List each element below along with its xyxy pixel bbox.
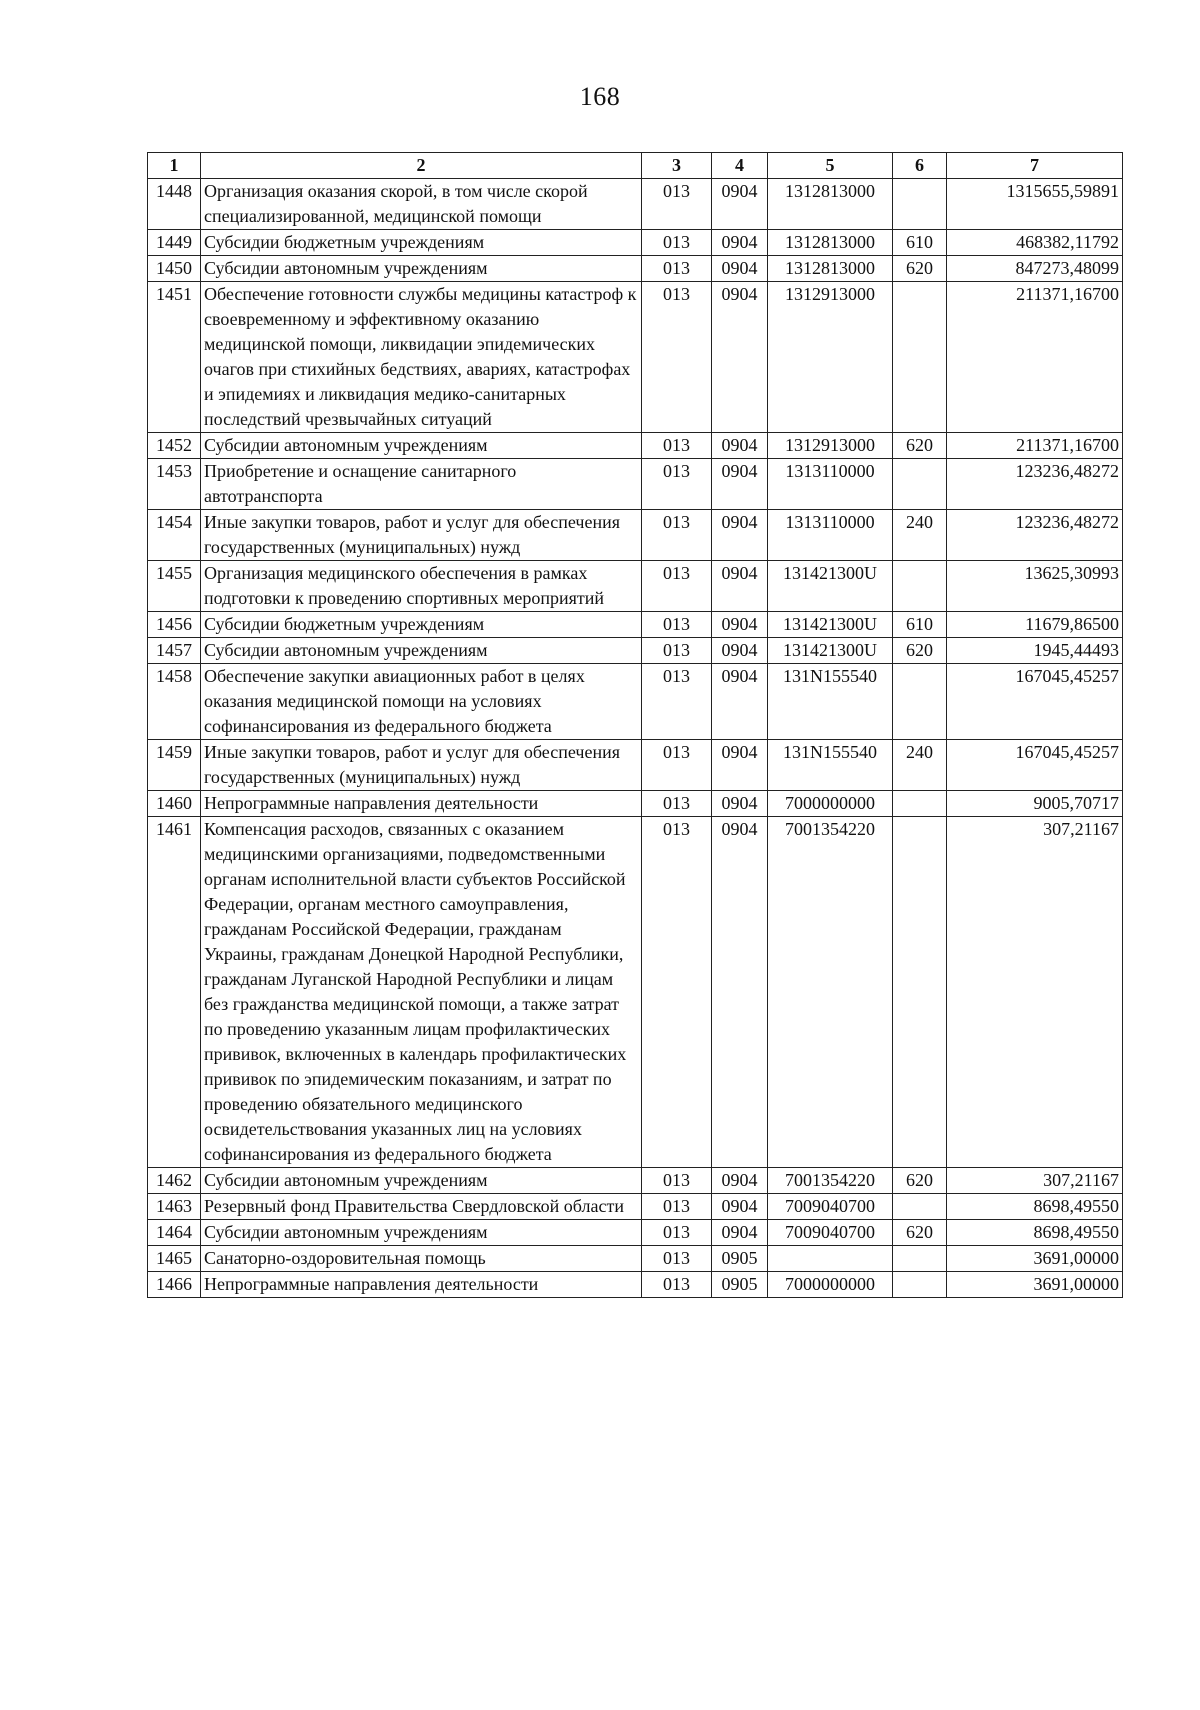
column-header: 1 bbox=[148, 153, 201, 179]
table-row bbox=[148, 256, 1123, 282]
row-name: Приобретение и оснащение санитарного автотранспорта bbox=[201, 459, 642, 510]
column-header: 4 bbox=[712, 153, 768, 179]
row-razdel: 0904 bbox=[712, 230, 768, 256]
row-number: 1464 bbox=[148, 1220, 201, 1246]
table-row bbox=[148, 282, 1123, 433]
row-razdel: 0904 bbox=[712, 1168, 768, 1194]
row-csr: 1312813000 bbox=[768, 256, 893, 282]
row-ved: 013 bbox=[642, 510, 712, 561]
table-row bbox=[148, 1272, 1123, 1298]
table-row bbox=[148, 664, 1123, 740]
row-vr: 610 bbox=[893, 612, 947, 638]
row-vr: 620 bbox=[893, 638, 947, 664]
row-number: 1459 bbox=[148, 740, 201, 791]
row-number: 1463 bbox=[148, 1194, 201, 1220]
row-number: 1449 bbox=[148, 230, 201, 256]
row-sum: 123236,48272 bbox=[947, 459, 1123, 510]
row-ved: 013 bbox=[642, 817, 712, 1168]
row-razdel: 0904 bbox=[712, 256, 768, 282]
row-ved: 013 bbox=[642, 1246, 712, 1272]
row-name: Субсидии автономным учреждениям bbox=[201, 638, 642, 664]
row-razdel: 0904 bbox=[712, 510, 768, 561]
row-name: Иные закупки товаров, работ и услуг для обеспечения государственных (муниципальных) нужд bbox=[201, 740, 642, 791]
row-ved: 013 bbox=[642, 740, 712, 791]
row-vr bbox=[893, 282, 947, 433]
row-sum: 3691,00000 bbox=[947, 1272, 1123, 1298]
row-ved: 013 bbox=[642, 561, 712, 612]
table-row bbox=[148, 561, 1123, 612]
row-sum: 13625,30993 bbox=[947, 561, 1123, 612]
column-header: 6 bbox=[893, 153, 947, 179]
row-razdel: 0904 bbox=[712, 638, 768, 664]
row-sum: 9005,70717 bbox=[947, 791, 1123, 817]
row-vr bbox=[893, 817, 947, 1168]
row-number: 1460 bbox=[148, 791, 201, 817]
table-row bbox=[148, 1246, 1123, 1272]
row-ved: 013 bbox=[642, 664, 712, 740]
table-row bbox=[148, 230, 1123, 256]
row-razdel: 0904 bbox=[712, 791, 768, 817]
page-number: 168 bbox=[579, 82, 621, 111]
row-razdel: 0904 bbox=[712, 282, 768, 433]
row-vr bbox=[893, 179, 947, 230]
row-name: Субсидии автономным учреждениям bbox=[201, 1168, 642, 1194]
row-vr bbox=[893, 561, 947, 612]
table-row bbox=[148, 612, 1123, 638]
budget-table bbox=[147, 152, 1123, 1298]
row-sum: 1315655,59891 bbox=[947, 179, 1123, 230]
row-csr: 1312913000 bbox=[768, 282, 893, 433]
row-csr: 131N155540 bbox=[768, 740, 893, 791]
row-number: 1465 bbox=[148, 1246, 201, 1272]
row-name: Обеспечение закупки авиационных работ в целях оказания медицинской помощи на условиях софинансирования из федерального бюджета bbox=[201, 664, 642, 740]
row-ved: 013 bbox=[642, 433, 712, 459]
row-razdel: 0905 bbox=[712, 1272, 768, 1298]
row-razdel: 0904 bbox=[712, 179, 768, 230]
row-vr: 620 bbox=[893, 1168, 947, 1194]
column-header: 3 bbox=[642, 153, 712, 179]
row-razdel: 0904 bbox=[712, 817, 768, 1168]
row-razdel: 0904 bbox=[712, 433, 768, 459]
row-razdel: 0905 bbox=[712, 1246, 768, 1272]
row-razdel: 0904 bbox=[712, 1220, 768, 1246]
row-name: Субсидии автономным учреждениям bbox=[201, 1220, 642, 1246]
row-number: 1466 bbox=[148, 1272, 201, 1298]
row-name: Субсидии бюджетным учреждениям bbox=[201, 612, 642, 638]
row-sum: 167045,45257 bbox=[947, 664, 1123, 740]
row-number: 1453 bbox=[148, 459, 201, 510]
table-row bbox=[148, 817, 1123, 1168]
row-name: Иные закупки товаров, работ и услуг для обеспечения государственных (муниципальных) нужд bbox=[201, 510, 642, 561]
row-number: 1455 bbox=[148, 561, 201, 612]
row-ved: 013 bbox=[642, 459, 712, 510]
row-csr: 131N155540 bbox=[768, 664, 893, 740]
row-vr: 610 bbox=[893, 230, 947, 256]
row-number: 1458 bbox=[148, 664, 201, 740]
row-sum: 1945,44493 bbox=[947, 638, 1123, 664]
row-sum: 847273,48099 bbox=[947, 256, 1123, 282]
row-csr bbox=[768, 1246, 893, 1272]
table-row bbox=[148, 1194, 1123, 1220]
row-name: Непрограммные направления деятельности bbox=[201, 791, 642, 817]
row-name: Обеспечение готовности службы медицины катастроф к своевременному и эффективному оказанию медицинской помощи, ликвидации эпидемических очагов при стихийных бедствиях, авариях, катастрофах и эпидемиях и ликвидация медико-санитарных последствий чрезвычайных ситуаций bbox=[201, 282, 642, 433]
row-number: 1456 bbox=[148, 612, 201, 638]
row-csr: 1312813000 bbox=[768, 179, 893, 230]
row-csr: 1313110000 bbox=[768, 459, 893, 510]
row-csr: 7000000000 bbox=[768, 1272, 893, 1298]
column-header: 7 bbox=[947, 153, 1123, 179]
row-number: 1451 bbox=[148, 282, 201, 433]
row-csr: 7009040700 bbox=[768, 1220, 893, 1246]
row-name: Субсидии автономным учреждениям bbox=[201, 433, 642, 459]
row-name: Непрограммные направления деятельности bbox=[201, 1272, 642, 1298]
table-row bbox=[148, 638, 1123, 664]
row-ved: 013 bbox=[642, 1194, 712, 1220]
row-razdel: 0904 bbox=[712, 740, 768, 791]
row-sum: 307,21167 bbox=[947, 817, 1123, 1168]
row-ved: 013 bbox=[642, 230, 712, 256]
row-ved: 013 bbox=[642, 638, 712, 664]
row-razdel: 0904 bbox=[712, 664, 768, 740]
row-sum: 8698,49550 bbox=[947, 1220, 1123, 1246]
row-csr: 1313110000 bbox=[768, 510, 893, 561]
row-sum: 123236,48272 bbox=[947, 510, 1123, 561]
row-csr: 7001354220 bbox=[768, 817, 893, 1168]
row-vr bbox=[893, 664, 947, 740]
row-vr: 620 bbox=[893, 256, 947, 282]
table-row bbox=[148, 791, 1123, 817]
row-vr bbox=[893, 459, 947, 510]
row-ved: 013 bbox=[642, 791, 712, 817]
row-ved: 013 bbox=[642, 1168, 712, 1194]
row-vr: 240 bbox=[893, 510, 947, 561]
row-sum: 167045,45257 bbox=[947, 740, 1123, 791]
row-ved: 013 bbox=[642, 1272, 712, 1298]
row-csr: 131421300U bbox=[768, 612, 893, 638]
row-name: Компенсация расходов, связанных с оказанием медицинскими организациями, подведомственными органам исполнительной власти субъектов Российской Федерации, органам местного самоуправления, гражданам Российской Федерации, гражданам Украины, гражданам Донецкой Народной Республики, гражданам Луганской Народной Республики и лицам без гражданства медицинской помощи, а также затрат по проведению указанным лицам профилактических прививок, включенных в календарь профилактических прививок по эпидемическим показаниям, и затрат по проведению обязательного медицинского освидетельствования указанных лиц на условиях софинансирования из федерального бюджета bbox=[201, 817, 642, 1168]
row-sum: 211371,16700 bbox=[947, 282, 1123, 433]
column-header: 2 bbox=[201, 153, 642, 179]
row-name: Субсидии автономным учреждениям bbox=[201, 256, 642, 282]
row-csr: 7001354220 bbox=[768, 1168, 893, 1194]
row-csr: 1312813000 bbox=[768, 230, 893, 256]
row-ved: 013 bbox=[642, 179, 712, 230]
row-name: Организация медицинского обеспечения в рамках подготовки к проведению спортивных мероприятий bbox=[201, 561, 642, 612]
row-razdel: 0904 bbox=[712, 612, 768, 638]
row-csr: 131421300U bbox=[768, 638, 893, 664]
row-razdel: 0904 bbox=[712, 561, 768, 612]
table-row bbox=[148, 1220, 1123, 1246]
row-name: Субсидии бюджетным учреждениям bbox=[201, 230, 642, 256]
row-sum: 468382,11792 bbox=[947, 230, 1123, 256]
row-razdel: 0904 bbox=[712, 1194, 768, 1220]
table-body bbox=[148, 179, 1123, 1298]
row-csr: 7000000000 bbox=[768, 791, 893, 817]
row-ved: 013 bbox=[642, 612, 712, 638]
row-name: Санаторно-оздоровительная помощь bbox=[201, 1246, 642, 1272]
table-row bbox=[148, 459, 1123, 510]
row-sum: 3691,00000 bbox=[947, 1246, 1123, 1272]
row-csr: 7009040700 bbox=[768, 1194, 893, 1220]
row-sum: 11679,86500 bbox=[947, 612, 1123, 638]
table-row bbox=[148, 1168, 1123, 1194]
row-number: 1461 bbox=[148, 817, 201, 1168]
row-sum: 8698,49550 bbox=[947, 1194, 1123, 1220]
row-number: 1448 bbox=[148, 179, 201, 230]
row-vr bbox=[893, 1194, 947, 1220]
row-vr bbox=[893, 791, 947, 817]
row-number: 1462 bbox=[148, 1168, 201, 1194]
row-sum: 307,21167 bbox=[947, 1168, 1123, 1194]
row-number: 1457 bbox=[148, 638, 201, 664]
row-ved: 013 bbox=[642, 256, 712, 282]
row-vr: 240 bbox=[893, 740, 947, 791]
row-csr: 1312913000 bbox=[768, 433, 893, 459]
row-number: 1450 bbox=[148, 256, 201, 282]
row-name: Резервный фонд Правительства Свердловской области bbox=[201, 1194, 642, 1220]
table-row bbox=[148, 510, 1123, 561]
row-vr: 620 bbox=[893, 1220, 947, 1246]
row-number: 1452 bbox=[148, 433, 201, 459]
table-row bbox=[148, 433, 1123, 459]
row-ved: 013 bbox=[642, 1220, 712, 1246]
row-vr bbox=[893, 1272, 947, 1298]
row-razdel: 0904 bbox=[712, 459, 768, 510]
row-vr: 620 bbox=[893, 433, 947, 459]
row-vr bbox=[893, 1246, 947, 1272]
row-name: Организация оказания скорой, в том числе скорой специализированной, медицинской помощи bbox=[201, 179, 642, 230]
row-number: 1454 bbox=[148, 510, 201, 561]
row-sum: 211371,16700 bbox=[947, 433, 1123, 459]
table-row bbox=[148, 740, 1123, 791]
table-header-row bbox=[148, 153, 1123, 179]
row-csr: 131421300U bbox=[768, 561, 893, 612]
table-row bbox=[148, 179, 1123, 230]
row-ved: 013 bbox=[642, 282, 712, 433]
column-header: 5 bbox=[768, 153, 893, 179]
